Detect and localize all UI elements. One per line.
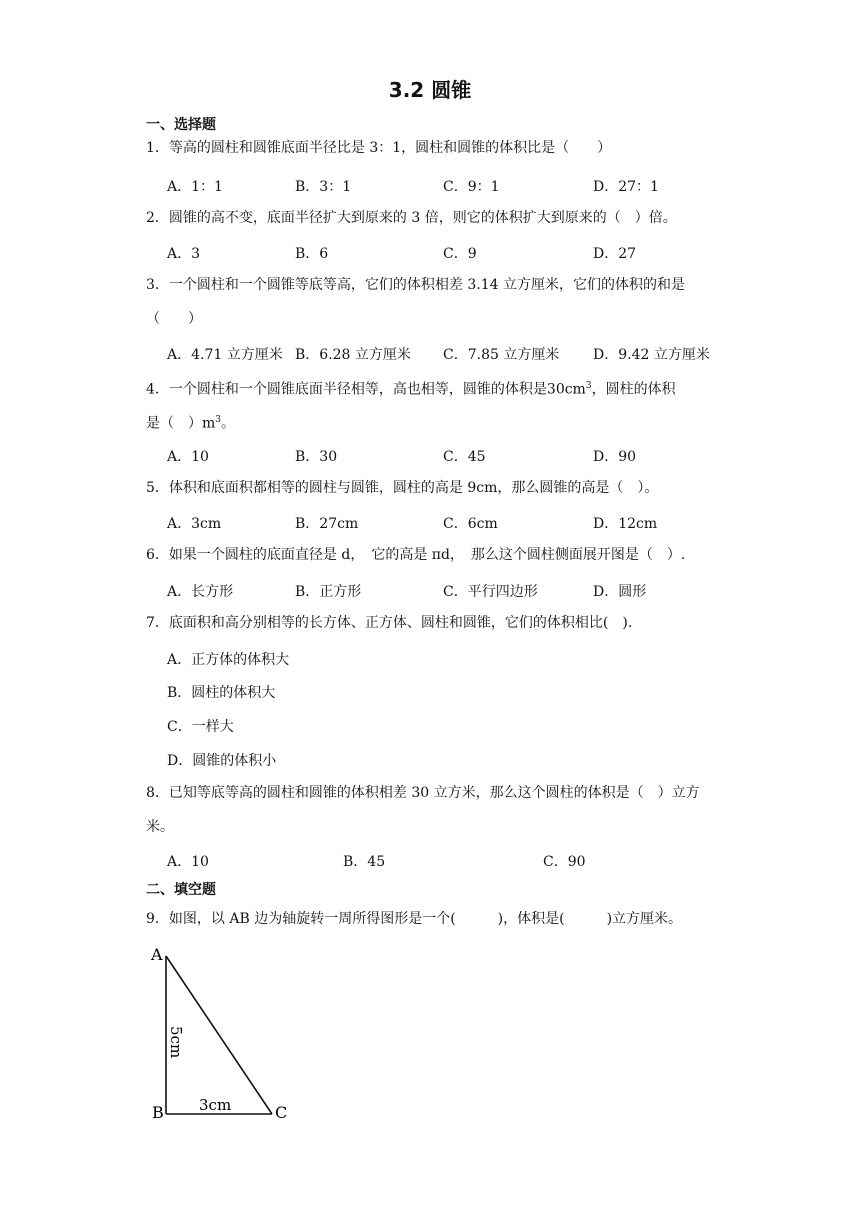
question-9: 9．如图，以 AB 边为轴旋转一周所得图形是一个( )，体积是( )立方厘米。 bbox=[146, 911, 683, 927]
option-a[interactable]: A．1：1 bbox=[167, 179, 223, 195]
option-c[interactable]: C．90 bbox=[543, 854, 586, 870]
option-c[interactable]: C．9 bbox=[443, 246, 477, 262]
question-8-options bbox=[167, 851, 727, 868]
option-c[interactable]: C．一样大 bbox=[167, 719, 234, 735]
side-ab-length: 5cm bbox=[167, 1026, 185, 1059]
option-d[interactable]: D．27：1 bbox=[593, 179, 659, 195]
option-b[interactable]: B．27cm bbox=[295, 516, 359, 532]
page-title: 3.2 圆锥 bbox=[388, 78, 472, 102]
question-3-options bbox=[167, 344, 727, 361]
option-a[interactable]: A．10 bbox=[167, 854, 209, 870]
question-7: 7．底面积和高分别相等的长方体、正方体、圆柱和圆锥，它们的体积相比( ). bbox=[146, 615, 633, 631]
option-d[interactable]: D．圆形 bbox=[593, 584, 647, 600]
question-1: 1．等高的圆柱和圆锥底面半径比是 3：1，圆柱和圆锥的体积比是（ ） bbox=[146, 140, 612, 156]
option-b[interactable]: B．45 bbox=[343, 854, 386, 870]
question-1-options bbox=[167, 176, 727, 193]
question-4-options bbox=[167, 446, 727, 463]
option-d[interactable]: D．27 bbox=[593, 246, 637, 262]
option-c[interactable]: C．平行四边形 bbox=[443, 584, 538, 600]
question-4-line-1: 4．一个圆柱和一个圆锥底面半径相等，高也相等，圆锥的体积是$30cm^3$，圆柱的体积 bbox=[146, 381, 676, 398]
question-8: 8．已知等底等高的圆柱和圆锥的体积相差 30 立方米，那么这个圆柱的体积是（ ）立方米。 bbox=[146, 785, 700, 835]
option-b[interactable]: B．圆柱的体积大 bbox=[167, 685, 276, 701]
option-a[interactable]: A．正方体的体积大 bbox=[167, 652, 290, 668]
question-5-options bbox=[167, 513, 727, 530]
option-a[interactable]: A．4.71 立方厘米 bbox=[167, 347, 283, 363]
option-a[interactable]: A．3 bbox=[167, 246, 201, 262]
option-d[interactable]: D．90 bbox=[593, 449, 637, 465]
section-heading-choice: 一、选择题 bbox=[146, 117, 216, 133]
option-a[interactable]: A．10 bbox=[167, 449, 209, 465]
vertex-a-label: A bbox=[151, 945, 163, 964]
vertex-c-label: C bbox=[275, 1103, 288, 1122]
side-bc-length: 3cm bbox=[199, 1096, 232, 1114]
option-b[interactable]: B．正方形 bbox=[295, 584, 362, 600]
option-d[interactable]: D．12cm bbox=[593, 516, 658, 532]
question-4-line-2: 是（ ）$m^3$。 bbox=[146, 415, 236, 432]
option-b[interactable]: B．30 bbox=[295, 449, 338, 465]
option-b[interactable]: B．6.28 立方厘米 bbox=[295, 347, 411, 363]
option-c[interactable]: C．45 bbox=[443, 449, 486, 465]
option-d[interactable]: D．9.42 立方厘米 bbox=[593, 347, 710, 363]
option-b[interactable]: B．3：1 bbox=[295, 179, 352, 195]
option-b[interactable]: B．6 bbox=[295, 246, 329, 262]
option-a[interactable]: A．长方形 bbox=[167, 584, 234, 600]
triangle-figure bbox=[148, 944, 298, 1124]
question-6-options bbox=[167, 581, 727, 598]
vertex-b-label: B bbox=[152, 1103, 164, 1122]
question-5: 5．体积和底面积都相等的圆柱与圆锥，圆柱的高是 9cm，那么圆锥的高是（ ）。 bbox=[146, 480, 659, 496]
option-d[interactable]: D．圆锥的体积小 bbox=[167, 753, 277, 769]
section-heading-fill: 二、填空题 bbox=[146, 882, 216, 898]
question-2: 2．圆锥的高不变，底面半径扩大到原来的 3 倍，则它的体积扩大到原来的（ ）倍。 bbox=[146, 210, 677, 226]
question-3: 3．一个圆柱和一个圆锥等底等高，它们的体积相差 3.14 立方厘米，它们的体积的和是（ ） bbox=[146, 277, 685, 327]
option-c[interactable]: C．9：1 bbox=[443, 179, 500, 195]
question-6: 6．如果一个圆柱的底面直径是 d， 它的高是 πd， 那么这个圆柱侧面展开图是（ ）. bbox=[146, 547, 686, 563]
question-2-options bbox=[167, 243, 727, 260]
option-a[interactable]: A．3cm bbox=[167, 516, 222, 532]
option-c[interactable]: C．7.85 立方厘米 bbox=[443, 347, 560, 363]
option-c[interactable]: C．6cm bbox=[443, 516, 498, 532]
